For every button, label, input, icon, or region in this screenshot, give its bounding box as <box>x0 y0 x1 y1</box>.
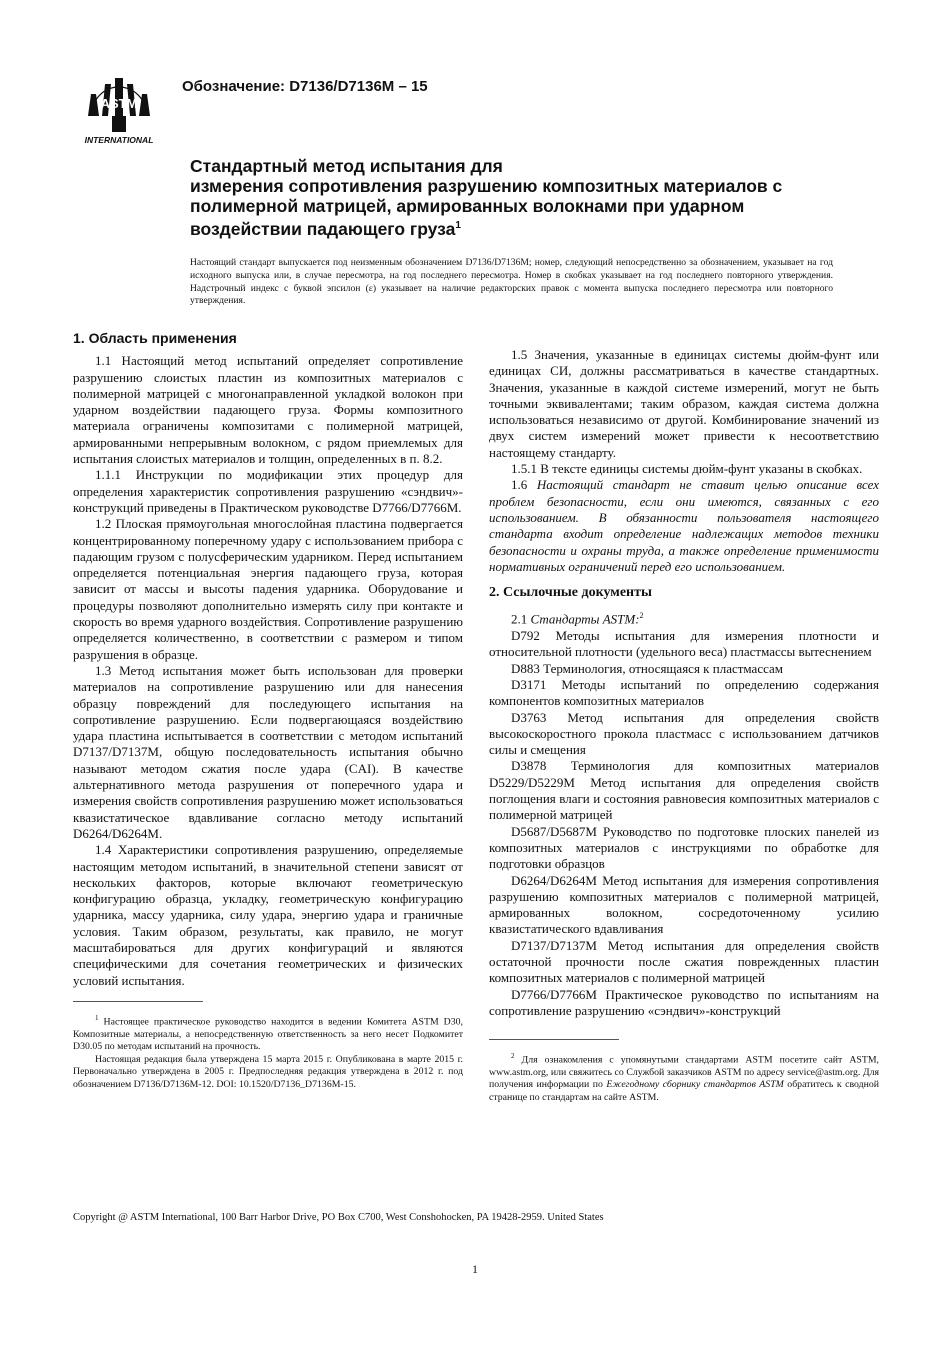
title-footnote-mark: 1 <box>455 220 461 231</box>
footnote-1-mark: 1 <box>95 1013 99 1022</box>
footnote-2-text-a: Для ознакомления с упомянутыми стандартами ASTM посетите сайт ASTM, www.astm.org, или свяжитесь со Службой заказчиков ASTM по адресу service@astm.org. Для получения информации по <box>489 1054 879 1091</box>
designation: Обозначение: D7136/D7136M – 15 <box>182 78 428 95</box>
ref-d6264: D6264/D6264M Метод испытания для измерения сопротивления разрушению композитных материалов с полимерной матрицей, армированных волокном, сосредоточенному усилию квазистатического вдавливания <box>489 872 879 937</box>
para-1-1-1: 1.1.1 Инструкции по модификации этих процедур для определения характеристик сопротивления разрушению «сэндвич»-конструкций приведены в Практическом руководстве D7766/D7766M. <box>73 467 463 515</box>
ref-d3763: D3763 Метод испытания для определения свойств высокоскоростного прокола пластмасс с использованием датчиков силы и смещения <box>489 709 879 758</box>
section-2-heading: 2. Ссылочные документы <box>489 585 652 601</box>
title-line-1: Стандартный метод испытания для <box>190 156 503 176</box>
para-2-1-footnote-mark: 2 <box>639 611 644 621</box>
astm-logo <box>78 72 160 146</box>
para-1-6-text: Настоящий стандарт не ставит целью описание всех проблем безопасности, если они имеются, связанных с его использованием. В обязанности пользователя настоящего стандарта входит определение надлежащих методов техники безопасности и охраны труда, а также определение применимости нормативных ограничений перед его использованием. <box>489 477 879 574</box>
ref-d792: D792 Методы испытания для измерения плотности и относительной плотности (удельного веса) пластмассы вытеснением <box>489 628 879 660</box>
ref-d3171: D3171 Методы испытаний по определению содержания компонентов композитных материалов <box>489 676 879 709</box>
para-1-5: 1.5 Значения, указанные в единицах системы дюйм-фунт или единицах СИ, должны рассматриваться в качестве стандартных. Значения, указанные в каждой системе измерений, могут не быть точными эквивалентами; таким образом, каждая система должна использоваться независимо от другой. Комбинирование значений из двух систем измерений может привести к несоответствию настоящему стандарту. <box>489 347 879 460</box>
para-1-4: 1.4 Характеристики сопротивления разрушению, определяемые настоящим методом испытаний, в значительной степени зависят от нескольких факторов, которые включают геометрическую конфигурацию образца, укладку, геометрическую конфигурацию ударника, массу ударника, силу удара, энергию удара и граничные условия. Таким образом, результаты, как правило, не могут масштабироваться для других конфигураций и являются специфическими для сочетания геометрических и физических условий испытания. <box>73 842 463 988</box>
footnote-1-text: Настоящее практическое руководство находится в ведении Комитета ASTM D30, Композитные материалы, а непосредственную ответственность за него несет Подкомитет D30.05 по методам испытаний на прочность. <box>73 1016 463 1053</box>
footnote-1-approval: Настоящая редакция была утверждена 15 марта 2015 г. Опубликована в марте 2015 г. Первоначально утверждена в 2005 г. Предпоследняя редакция утверждена в 2012 г. под обозначением D7136/D7136M-12. DOI: 10.1520/D7136_D7136M-15. <box>73 1053 463 1090</box>
footnote-2 <box>489 1050 879 1104</box>
ref-d3878-d5229: D3878 Терминология для композитных материалов D5229/D5229M Метод испытания для определения свойств поглощения влаги и состояния равновесия композитных материалов с полимерной матрицей <box>489 758 879 823</box>
title-line-4 <box>190 216 880 239</box>
para-1-6-number: 1.6 <box>511 477 537 493</box>
right-column <box>489 347 879 1104</box>
para-1-5-1: 1.5.1 В тексте единицы системы дюйм-фунт указаны в скобках. <box>511 461 863 477</box>
logo-subtitle: INTERNATIONAL <box>84 135 154 145</box>
para-1-3: 1.3 Метод испытания может быть использован для проверки материалов на сопротивление разрушению или для нанесения образцу повреждений для последующего испытания на сопротивление разрушению. Если подвергающаяся воздействию удара пластина испытывается в соответствии с методом испытаний D7137/D7137M, общую последовательность испытания обычно называют методом сжатия после удара (CAI). В качестве альтернативного метода разрушения от поперечного удара и измерения свойств сопротивления разрушению может использоваться квазистатическое вдавливание согласно методу испытаний D6264/D6264M. <box>73 662 463 841</box>
footnote-1 <box>73 1012 463 1054</box>
para-1-6 <box>489 477 879 575</box>
ref-d7137: D7137/D7137M Метод испытания для определения свойств остаточной прочности после сжатия поврежденных пластин композитных материалов с полимерной матрицей <box>489 937 879 986</box>
left-column <box>73 330 463 1091</box>
ref-d7766: D7766/D7766M Практическое руководство по испытаниям на сопротивление разрушению «сэндвич»-конструкций <box>489 986 879 1018</box>
para-2-1 <box>489 608 879 628</box>
title-line-3: полимерной матрицей, армированных волокнами при ударном <box>190 196 745 216</box>
para-1-1: 1.1 Настоящий метод испытаний определяет сопротивление разрушению слоистых пластин из композитных материалов с полимерной матрицей с многонаправленной укладкой волокон при ударном воздействии падающего груза. Формы композитного материала ограничены композитами с полимерной матрицей, армированными непрерывным волокном, с рядом приемлемых для испытания слоистых материалов и толщин, определенных в п. 8.2. <box>73 353 463 467</box>
section-1-heading: 1. Область применения <box>73 330 237 346</box>
title-line-4-text: воздействии падающего груза <box>190 218 456 239</box>
footnote-2-text-italic: Ежегодному сборнику стандартов ASTM <box>606 1079 784 1091</box>
footnote-divider <box>73 1001 203 1002</box>
page-number: 1 <box>472 1262 478 1276</box>
para-1-2: 1.2 Плоская прямоугольная многослойная пластина подвергается концентрированному поперечному удару с использованием прибора с падающим грузом с полусферическим ударником. Перед испытанием определяется потенциальная энергия падающего груза, которая зависит от массы и высоты падения ударника. Оборудование и процедуры позволяют дополнительно измерять силу при контакте и скорость во время ударного воздействия. Сопротивление разрушению определяется количественно, в соответствии с размером и типом разрушения в образце. <box>73 516 463 662</box>
ref-d883: D883 Терминология, относящаяся к пластмассам <box>511 660 784 676</box>
footnote-2-mark: 2 <box>511 1052 515 1061</box>
footnote-divider-right <box>489 1039 619 1040</box>
copyright-line: Copyright @ ASTM International, 100 Barr Harbor Drive, PO Box C700, West Conshohocken, PA 19428-2959. United States <box>73 1212 604 1223</box>
ref-d5687: D5687/D5687M Руководство по подготовке плоских панелей из композитных материалов с инструкциями по обработке для подготовки образцов <box>489 823 879 872</box>
title-line-2: измерения сопротивления разрушению композитных материалов с <box>190 176 783 196</box>
document-title <box>190 156 880 239</box>
footnote-2-text-b: обратитесь к сводной странице по стандартам на сайте ASTM. <box>489 1079 880 1103</box>
para-2-1-number: 2.1 <box>511 611 531 627</box>
para-2-1-text: Стандарты ASTM: <box>530 611 640 627</box>
logo-text: ASTM <box>100 96 138 111</box>
issuance-note: Настоящий стандарт выпускается под неизменным обозначением D7136/D7136M; номер, следующий непосредственно за обозначением, указывает на год исходного выпуска или, в случае пересмотра, на год последнего пересмотра. Номер в скобках указывает на год последнего повторного утверждения. Надстрочный индекс с буквой эпсилон (ε) указывает на наличие редакторских правок с момента выпуска последнего пересмотра или повторного утверждения. <box>190 257 833 307</box>
